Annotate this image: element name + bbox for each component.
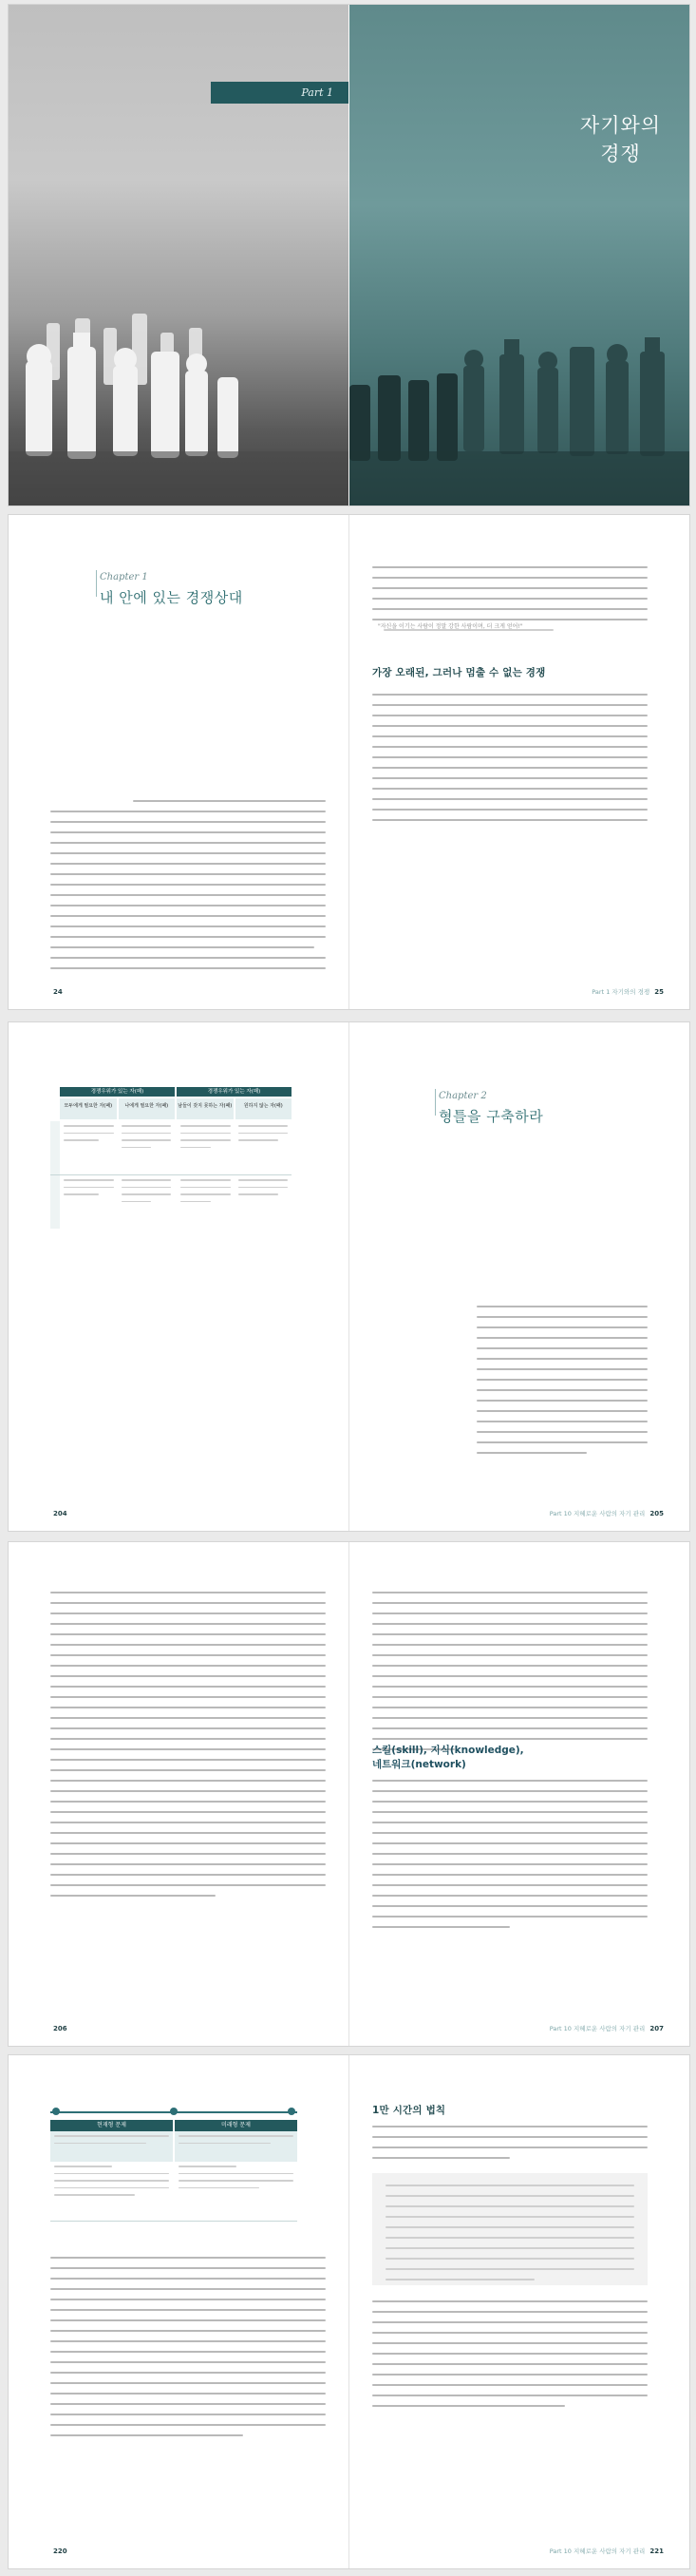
chess-pieces-illustration [9,5,348,506]
part-title [552,111,689,168]
chapter-label: Chapter 2 [439,1091,487,1101]
chapter-title: 형틀을 구축하라 [439,1108,544,1125]
spread-pages-204-205 [8,1021,690,1532]
page-number-value: 220 [53,2547,67,2555]
running-footer [550,2547,667,2555]
section-title: 가장 오래된, 그러나 멈출 수 없는 경쟁 [372,667,546,678]
chapter-rule [96,570,97,597]
page-207 [349,1542,689,2046]
page-206 [9,1542,348,2046]
body-text-lines [50,2257,326,2445]
part-label: Part 1 [301,86,333,99]
page-220 [9,2055,348,2568]
quote: "자신을 이기는 사람이 정말 강한 사람이며, 더 크게 얻어!" [378,623,523,630]
footer-part: Part 1 [592,988,611,996]
footer-title: 지혜로운 사람의 자기 관리 [574,2547,646,2555]
body-text-lines-2 [372,2300,648,2415]
running-footer [550,2024,667,2032]
part-title-line2: 경쟁 [600,143,641,165]
page-24 [9,515,348,1009]
part-title-line1: 자기와의 [579,114,662,137]
timeline-diagram [50,2103,297,2222]
table-col4: 원하지 않는 자(패) [235,1098,292,1119]
footer-title: 지혜로운 사람의 자기 관리 [574,1510,646,1517]
page-number-value: 24 [53,988,63,996]
page-number [50,2025,70,2032]
diagram-right-header: 미래형 문제 [175,2120,297,2131]
table-header-left: 경쟁우위가 있는 자(패) [60,1087,175,1097]
footer-part: Part 10 [549,1510,572,1517]
quote-block [372,2173,648,2285]
body-text-lines [372,2126,648,2167]
page-number-value: 206 [53,2025,67,2032]
page-number-value: 207 [649,2025,664,2032]
spread-pages-206-207 [8,1541,690,2047]
page-number-value: 205 [649,1510,664,1517]
diagram-left-header: 현재형 문제 [50,2120,173,2131]
page-205 [349,1022,689,1531]
footer-part: Part 10 [549,2547,572,2555]
page-number-value: 25 [654,988,664,996]
spread-pages-24-25 [8,514,690,1010]
page-25 [349,515,689,1009]
chess-pieces-teal-illustration [349,5,689,506]
body-text-lines [50,1592,326,1905]
chapter-rule [435,1089,436,1116]
page-221 [349,2055,689,2568]
body-text-lines [372,1592,648,1759]
chapter-label: Chapter 1 [100,572,148,582]
table-col1: 모두에게 필요한 자(패) [60,1098,117,1119]
cover-right-photo [349,5,689,506]
table-col3: 남들이 갖지 못하는 자(패) [177,1098,234,1119]
page-number [50,988,66,996]
chapter-title: 내 안에 있는 경쟁상대 [100,589,243,606]
footer-title: 지혜로운 사람의 자기 관리 [574,2025,646,2032]
comparison-table [50,1087,292,1229]
section-title-line1: 스킬(skill), 지식(knowledge), [372,1745,524,1756]
section-title [372,1744,524,1772]
page-number-value: 204 [53,1510,67,1517]
body-text-lines [50,800,326,978]
body-text-lines-2 [372,694,648,830]
section-title-line2: 네트워크(network) [372,1759,466,1771]
page-number [50,1510,70,1517]
running-footer [592,987,667,996]
body-text-lines-2 [372,1780,648,1937]
cover-left-photo [9,5,348,506]
footer-part: Part 10 [549,2025,572,2032]
table-header-right: 경쟁우위가 있는 자(패) [177,1087,292,1097]
part-label-bar [211,82,348,104]
section-title: 1만 시간의 법칙 [372,2105,446,2116]
running-footer [550,1509,667,1517]
footer-title: 자기와의 경쟁 [611,988,650,996]
page-204 [9,1022,348,1531]
cover-spread [8,4,690,506]
table-col2: 나에게 필요한 자(패) [119,1098,176,1119]
body-text-lines [372,1306,648,1462]
spread-pages-220-221 [8,2054,690,2569]
page-number [50,2547,70,2555]
page-number-value: 221 [649,2547,664,2555]
